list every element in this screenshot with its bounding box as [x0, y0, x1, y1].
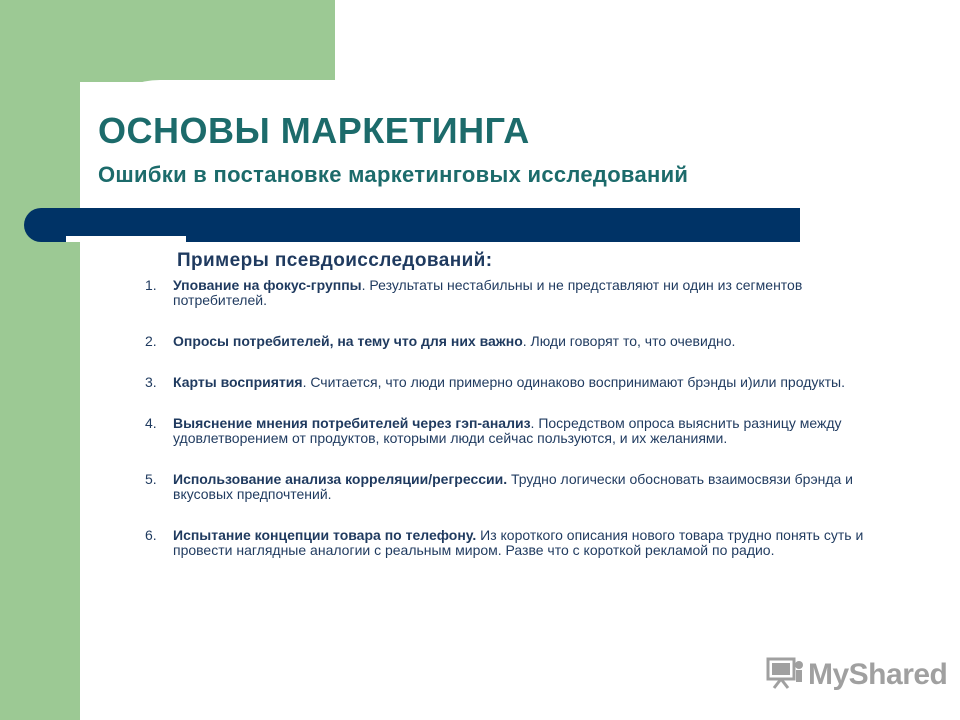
item-bold-text: Испытание концепции товара по телефону. [173, 527, 477, 543]
list-item [145, 472, 895, 502]
list-item [145, 278, 895, 308]
item-text: Из короткого описания нового товара трудно понять суть и провести наглядные аналогии с реальным миром. Разве что с короткой рекламой по радио. [173, 527, 864, 558]
list-item [145, 528, 895, 558]
item-bold-text: Выяснение мнения потребителей через гэп-анализ [173, 415, 531, 431]
item-text: . Посредством опроса выяснить разницу между удовлетворением от продуктов, которыми люди сейчас пользуются, и их желаниями. [173, 415, 842, 446]
item-number: 6. [145, 527, 157, 543]
item-number: 5. [145, 471, 157, 487]
watermark-logo [766, 655, 947, 694]
watermark-text: MyShared [808, 657, 948, 691]
item-bold-text: Упование на фокус-группы [173, 277, 362, 293]
item-number: 2. [145, 333, 157, 349]
item-text: . Люди говорят то, что очевидно. [522, 333, 736, 349]
content-heading: Примеры псевдоисследований: [177, 250, 493, 271]
item-bold-text: Использование анализа корреляции/регрессии. [173, 471, 508, 487]
presentation-board-icon [766, 655, 804, 694]
list-item [145, 416, 895, 446]
slide-subtitle: Ошибки в постановке маркетинговых исследований [98, 162, 689, 187]
item-text: Трудно логически обосновать взаимосвязи брэнда и вкусовых предпочтений. [173, 471, 854, 502]
slide-content [145, 250, 895, 584]
decor-green-sidebar [0, 0, 80, 720]
item-text: . Считается, что люди примерно одинаково воспринимают брэнды и)или продукты. [302, 374, 846, 390]
list-item [145, 334, 895, 349]
slide-title: ОСНОВЫ МАРКЕТИНГА [98, 110, 530, 151]
item-bold-text: Опросы потребителей, на тему что для них важно [173, 333, 523, 349]
item-number: 4. [145, 415, 157, 431]
item-number: 1. [145, 277, 157, 293]
list-item [145, 375, 895, 390]
item-number: 3. [145, 374, 157, 390]
item-text: . Результаты нестабильны и не представляют ни один из сегментов потребителей. [173, 277, 803, 308]
decor-bar-notch [66, 236, 186, 242]
item-bold-text: Карты восприятия [173, 374, 303, 390]
